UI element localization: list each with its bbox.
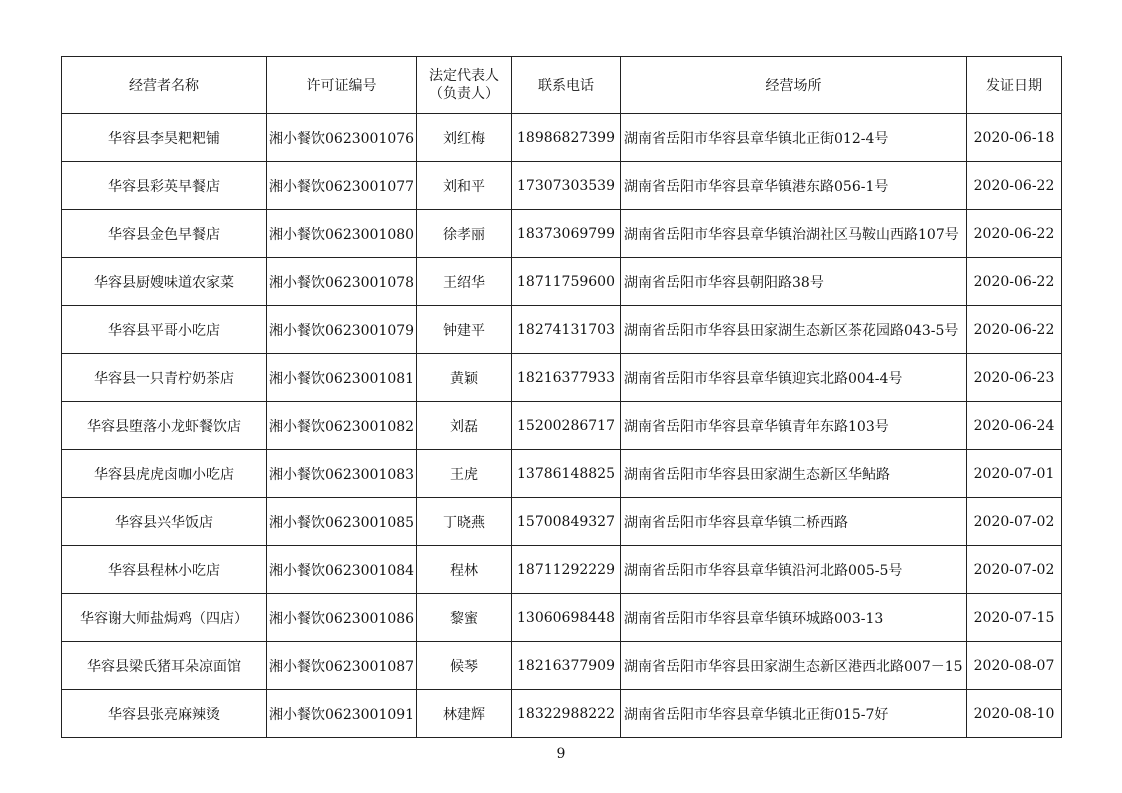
cell-phone: 15200286717 — [512, 402, 621, 450]
header-representative — [417, 57, 512, 114]
table-row — [62, 210, 1062, 258]
cell-phone: 18711759600 — [512, 258, 621, 306]
cell-representative: 黎蜜 — [417, 594, 512, 642]
cell-address: 湖南省岳阳市华容县章华镇治湖社区马鞍山西路107号 — [621, 210, 967, 258]
cell-operator: 华容谢大师盐焗鸡（四店） — [62, 594, 267, 642]
cell-license: 湘小餐饮0623001082 — [267, 402, 417, 450]
cell-date: 2020-07-02 — [967, 498, 1062, 546]
cell-phone: 17307303539 — [512, 162, 621, 210]
cell-date: 2020-07-15 — [967, 594, 1062, 642]
cell-operator: 华容县彩英早餐店 — [62, 162, 267, 210]
cell-address: 湖南省岳阳市华容县田家湖生态新区茶花园路043-5号 — [621, 306, 967, 354]
table-row — [62, 162, 1062, 210]
cell-representative: 刘和平 — [417, 162, 512, 210]
cell-phone: 13786148825 — [512, 450, 621, 498]
cell-date: 2020-07-01 — [967, 450, 1062, 498]
cell-date: 2020-06-23 — [967, 354, 1062, 402]
cell-date: 2020-08-10 — [967, 690, 1062, 738]
cell-representative: 林建辉 — [417, 690, 512, 738]
page-number: 9 — [556, 746, 566, 762]
table-row — [62, 402, 1062, 450]
cell-address: 湖南省岳阳市华容县章华镇北正街015-7好 — [621, 690, 967, 738]
cell-operator: 华容县金色早餐店 — [62, 210, 267, 258]
cell-operator: 华容县张亮麻辣烫 — [62, 690, 267, 738]
table-row — [62, 258, 1062, 306]
cell-license: 湘小餐饮0623001078 — [267, 258, 417, 306]
cell-representative: 刘红梅 — [417, 114, 512, 162]
header-address: 经营场所 — [621, 57, 967, 114]
cell-license: 湘小餐饮0623001076 — [267, 114, 417, 162]
cell-license: 湘小餐饮0623001091 — [267, 690, 417, 738]
cell-representative: 徐孝丽 — [417, 210, 512, 258]
cell-operator: 华容县厨嫂味道农家菜 — [62, 258, 267, 306]
cell-date: 2020-06-18 — [967, 114, 1062, 162]
cell-representative: 王绍华 — [417, 258, 512, 306]
table-row — [62, 642, 1062, 690]
header-operator: 经营者名称 — [62, 57, 267, 114]
cell-address: 湖南省岳阳市华容县章华镇青年东路103号 — [621, 402, 967, 450]
cell-phone: 18216377909 — [512, 642, 621, 690]
table-row — [62, 594, 1062, 642]
cell-address: 湖南省岳阳市华容县章华镇环城路003-13 — [621, 594, 967, 642]
table-row — [62, 306, 1062, 354]
cell-operator: 华容县程林小吃店 — [62, 546, 267, 594]
cell-address: 湖南省岳阳市华容县章华镇二桥西路 — [621, 498, 967, 546]
cell-phone: 15700849327 — [512, 498, 621, 546]
table-row — [62, 114, 1062, 162]
header-phone: 联系电话 — [512, 57, 621, 114]
cell-license: 湘小餐饮0623001083 — [267, 450, 417, 498]
cell-address: 湖南省岳阳市华容县章华镇港东路056-1号 — [621, 162, 967, 210]
cell-license: 湘小餐饮0623001085 — [267, 498, 417, 546]
table-row — [62, 354, 1062, 402]
cell-operator: 华容县堕落小龙虾餐饮店 — [62, 402, 267, 450]
cell-representative: 程林 — [417, 546, 512, 594]
cell-operator: 华容县平哥小吃店 — [62, 306, 267, 354]
cell-phone: 18373069799 — [512, 210, 621, 258]
cell-license: 湘小餐饮0623001087 — [267, 642, 417, 690]
cell-representative: 钟建平 — [417, 306, 512, 354]
header-license: 许可证编号 — [267, 57, 417, 114]
cell-representative: 候琴 — [417, 642, 512, 690]
cell-operator: 华容县兴华饭店 — [62, 498, 267, 546]
cell-address: 湖南省岳阳市华容县田家湖生态新区港西北路007－15 — [621, 642, 967, 690]
cell-representative: 王虎 — [417, 450, 512, 498]
cell-date: 2020-06-22 — [967, 162, 1062, 210]
cell-phone: 13060698448 — [512, 594, 621, 642]
cell-date: 2020-08-07 — [967, 642, 1062, 690]
cell-license: 湘小餐饮0623001080 — [267, 210, 417, 258]
cell-address: 湖南省岳阳市华容县章华镇迎宾北路004-4号 — [621, 354, 967, 402]
license-table — [61, 56, 1062, 738]
cell-operator: 华容县一只青柠奶茶店 — [62, 354, 267, 402]
cell-phone: 18322988222 — [512, 690, 621, 738]
cell-address: 湖南省岳阳市华容县朝阳路38号 — [621, 258, 967, 306]
cell-phone: 18711292229 — [512, 546, 621, 594]
cell-license: 湘小餐饮0623001077 — [267, 162, 417, 210]
cell-date: 2020-06-22 — [967, 258, 1062, 306]
cell-representative: 黄颖 — [417, 354, 512, 402]
cell-phone: 18274131703 — [512, 306, 621, 354]
table-row — [62, 546, 1062, 594]
cell-address: 湖南省岳阳市华容县田家湖生态新区华鲇路 — [621, 450, 967, 498]
header-row — [62, 57, 1062, 114]
cell-representative: 丁晓燕 — [417, 498, 512, 546]
cell-license: 湘小餐饮0623001084 — [267, 546, 417, 594]
header-representative-line1: 法定代表人 — [429, 68, 499, 84]
table-row — [62, 450, 1062, 498]
header-representative-line2: （负责人） — [429, 86, 499, 102]
cell-operator: 华容县虎虎卤咖小吃店 — [62, 450, 267, 498]
cell-license: 湘小餐饮0623001086 — [267, 594, 417, 642]
cell-license: 湘小餐饮0623001081 — [267, 354, 417, 402]
cell-date: 2020-06-22 — [967, 210, 1062, 258]
cell-address: 湖南省岳阳市华容县章华镇北正街012-4号 — [621, 114, 967, 162]
cell-operator: 华容县李昊粑粑铺 — [62, 114, 267, 162]
cell-operator: 华容县梁氏猪耳朵凉面馆 — [62, 642, 267, 690]
header-date: 发证日期 — [967, 57, 1062, 114]
cell-license: 湘小餐饮0623001079 — [267, 306, 417, 354]
table-row — [62, 498, 1062, 546]
cell-address: 湖南省岳阳市华容县章华镇沿河北路005-5号 — [621, 546, 967, 594]
cell-phone: 18216377933 — [512, 354, 621, 402]
cell-date: 2020-06-24 — [967, 402, 1062, 450]
cell-date: 2020-06-22 — [967, 306, 1062, 354]
cell-phone: 18986827399 — [512, 114, 621, 162]
table-body — [62, 114, 1062, 738]
cell-date: 2020-07-02 — [967, 546, 1062, 594]
table-row — [62, 690, 1062, 738]
cell-representative: 刘磊 — [417, 402, 512, 450]
